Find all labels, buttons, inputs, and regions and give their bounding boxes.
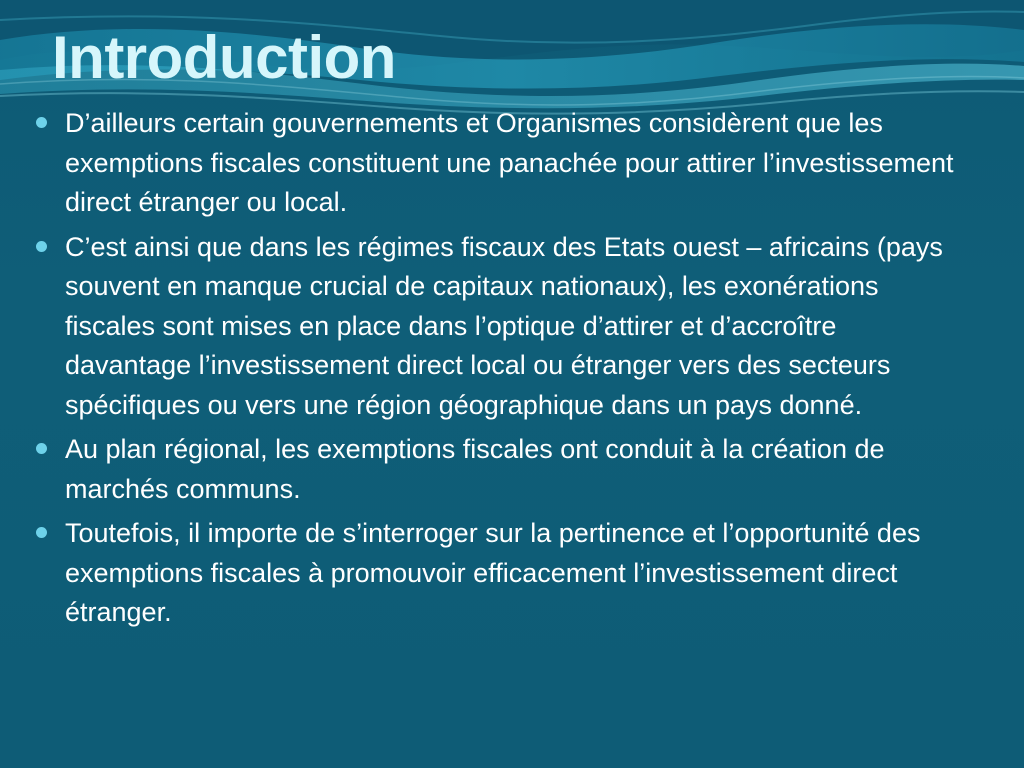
bullet-item: [36, 430, 966, 509]
bullet-dot-icon: [36, 527, 47, 538]
slide-title: Introduction: [52, 24, 396, 91]
bullet-item: [36, 514, 966, 633]
bullet-list: [36, 104, 966, 638]
bullet-dot-icon: [36, 443, 47, 454]
bullet-text: Au plan régional, les exemptions fiscales ont conduit à la création de marchés communs.: [65, 434, 885, 504]
bullet-item: [36, 228, 966, 426]
bullet-dot-icon: [36, 241, 47, 252]
bullet-text: Toutefois, il importe de s’interroger sur la pertinence et l’opportunité des exemptions fiscales à promouvoir efficacement l’investissement direct étranger.: [65, 518, 921, 627]
bullet-text: D’ailleurs certain gouvernements et Organismes considèrent que les exemptions fiscales constituent une panachée pour attirer l’investissement direct étranger ou local.: [65, 108, 954, 217]
bullet-text: C’est ainsi que dans les régimes fiscaux des Etats ouest – africains (pays souvent en manque crucial de capitaux nationaux), les exonérations fiscales sont mises en place dans l’optique d’attirer et d’accroître davantage l’investissement direct local ou étranger vers des secteurs spécifiques ou vers une région géographique dans un pays donné.: [65, 231, 943, 420]
bullet-item: [36, 104, 966, 223]
bullet-dot-icon: [36, 117, 47, 128]
